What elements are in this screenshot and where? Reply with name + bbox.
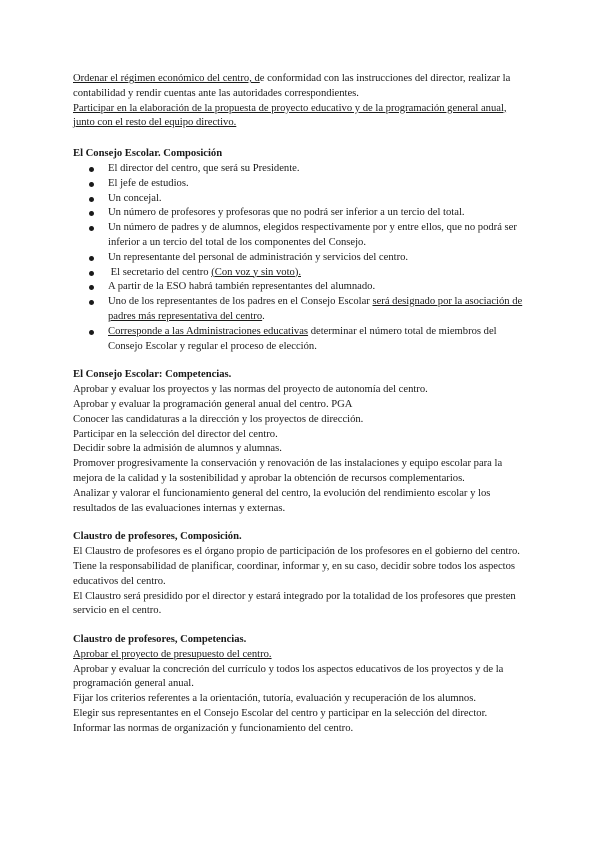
consejo-composicion-list xyxy=(73,162,530,354)
claustro-competencias-heading: Claustro de profesores, Competencias. xyxy=(73,634,247,646)
consejo-composicion-heading: El Consejo Escolar. Composición xyxy=(73,148,223,160)
list-item: Un número de profesores y profesoras que no podrá ser inferior a un tercio del total. xyxy=(73,206,530,221)
text-line: Aprobar y evaluar los proyectos y las normas del proyecto de autonomía del centro. xyxy=(73,384,428,396)
bullet-icon xyxy=(89,271,94,276)
text-line: Participar en la selección del director del centro. xyxy=(73,428,278,440)
list-item: A partir de la ESO habrá también representantes del alumnado. xyxy=(73,280,530,295)
text-line: Informar las normas de organización y funcionamiento del centro. xyxy=(73,722,354,734)
intro-p1-rest: e conformidad con las instrucciones del director, realizar la contabilidad y rendir cuentas ante las autoridades correspondientes. xyxy=(73,73,511,99)
text-line: Analizar y valorar el funcionamiento general del centro, la evolución del rendimiento escolar y los resultados de las evaluaciones internas y externas. xyxy=(73,487,491,514)
text-line: Elegir sus representantes en el Consejo Escolar del centro y participar en la selección del director. xyxy=(73,708,488,720)
bullet-icon xyxy=(89,285,94,290)
bullet-icon xyxy=(89,300,94,305)
list-item: Uno de los representantes de los padres en el Consejo Escolar será designado por la asociación de padres más representativa del centro. xyxy=(73,295,530,325)
intro-paragraph-1 xyxy=(73,72,530,102)
list-item: Un representante del personal de administración y servicios del centro. xyxy=(73,251,530,266)
list-item: Un concejal. xyxy=(73,192,530,207)
text-line: Promover progresivamente la conservación y renovación de las instalaciones y equipo escolar para la mejora de la calidad y la sostenibilidad y aprobar la obtención de recursos complementarios. xyxy=(73,458,503,484)
bullet-icon xyxy=(89,330,94,335)
intro-p1-underlined: Ordenar el régimen económico del centro, d xyxy=(73,73,260,84)
consejo-competencias-body xyxy=(73,383,530,516)
claustro-composicion-body xyxy=(73,545,530,619)
bullet-icon xyxy=(89,167,94,172)
text-line: El Claustro de profesores es el órgano propio de participación de los profesores en el gobierno del centro. xyxy=(73,546,520,558)
text-line: Aprobar y evaluar la programación general anual del centro. PGA xyxy=(73,398,353,410)
bullet-icon xyxy=(89,211,94,216)
text-line-underlined: Aprobar el proyecto de presupuesto del centro. xyxy=(73,648,272,660)
list-item: El secretario del centro (Con voz y sin voto). xyxy=(73,266,530,281)
text-line: Tiene la responsabilidad de planificar, coordinar, informar y, en su caso, decidir sobre todos los aspectos educativos del centro. xyxy=(73,560,516,587)
text-line: Fijar los criterios referentes a la orientación, tutoría, evaluación y recuperación de los alumnos. xyxy=(73,693,476,705)
bullet-icon xyxy=(89,226,94,231)
claustro-composicion-heading: Claustro de profesores, Composición. xyxy=(73,531,242,543)
list-item: El jefe de estudios. xyxy=(73,177,530,192)
list-item: El director del centro, que será su Presidente. xyxy=(73,162,530,177)
bullet-icon xyxy=(89,256,94,261)
list-item: Un número de padres y de alumnos, elegidos respectivamente por y entre ellos, que no podrá ser inferior a un tercio del total de los componentes del Consejo. xyxy=(73,221,530,251)
claustro-competencias-body xyxy=(73,648,530,737)
intro-p2-underlined: Participar en la elaboración de la propuesta de proyecto educativo y de la programación general anual, junto con el resto del equipo directivo. xyxy=(73,102,507,129)
text-line: El Claustro será presidido por el director y estará integrado por la totalidad de los profesores que presten servicio en el centro. xyxy=(73,590,516,617)
consejo-competencias-heading: El Consejo Escolar: Competencias. xyxy=(73,369,232,381)
text-line: Aprobar y evaluar la concreción del currículo y todos los aspectos educativos de los proyectos y de la programación general anual. xyxy=(73,663,504,690)
list-item: Corresponde a las Administraciones educativas determinar el número total de miembros del Consejo Escolar y regular el proceso de elección. xyxy=(73,325,530,355)
intro-paragraph-2 xyxy=(73,102,530,132)
bullet-icon xyxy=(89,197,94,202)
text-line: Conocer las candidaturas a la dirección y los proyectos de dirección. xyxy=(73,413,364,425)
text-line: Decidir sobre la admisión de alumnos y alumnas. xyxy=(73,443,282,455)
bullet-icon xyxy=(89,182,94,187)
